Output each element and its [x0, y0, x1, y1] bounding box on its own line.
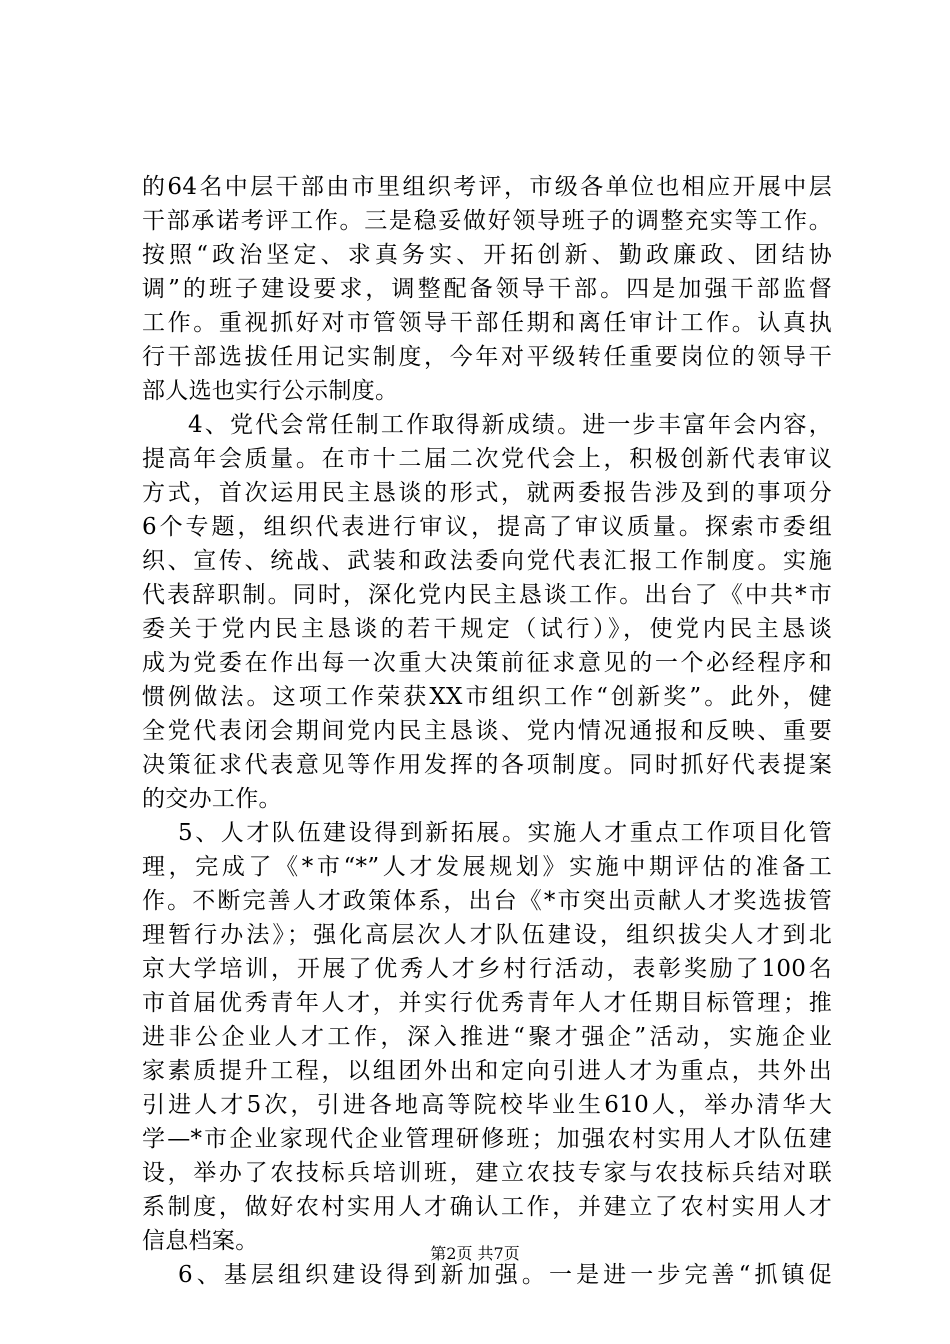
text-line: 部人选也实行公示制度。	[142, 378, 399, 404]
text-line: 京大学培训，开展了优秀人才乡村行活动，表彰奖励了100名	[142, 956, 832, 982]
text-line: 6个专题，组织代表进行审议，提高了审议质量。探索市委组	[142, 514, 832, 540]
text-line: 市首届优秀青年人才，并实行优秀青年人才任期目标管理；推	[142, 990, 832, 1016]
text-line: 理暂行办法》；强化高层次人才队伍建设，组织拔尖人才到北	[142, 922, 832, 948]
text-line: 行干部选拔任用记实制度，今年对平级转任重要岗位的领导干	[142, 344, 832, 370]
page-number-footer: 第2页 共7页	[430, 1244, 520, 1263]
text-line: 的64名中层干部由市里组织考评，市级各单位也相应开展中层	[142, 174, 832, 200]
text-line: 惯例做法。这项工作荣获XX市组织工作“创新奖”。此外，健	[142, 684, 832, 710]
paragraph-start-line: 6、基层组织建设得到新加强。一是进一步完善“抓镇促	[178, 1262, 832, 1288]
text-line: 信息档案。	[142, 1228, 259, 1254]
text-line: 的交办工作。	[142, 786, 282, 812]
text-line: 织、宣传、统战、武装和政法委向党代表汇报工作制度。实施	[142, 548, 832, 574]
text-line: 引进人才5次，引进各地高等院校毕业生610人，举办清华大	[142, 1092, 832, 1118]
text-line: 学—*市企业家现代企业管理研修班；加强农村实用人才队伍建	[142, 1126, 832, 1152]
paragraph-start-line: 4、党代会常任制工作取得新成绩。进一步丰富年会内容，	[188, 412, 832, 438]
text-line: 委关于党内民主恳谈的若干规定（试行）》，使党内民主恳谈	[142, 616, 832, 642]
text-line: 作。不断完善人才政策体系，出台《*市突出贡献人才奖选拔管	[142, 888, 832, 914]
text-line: 干部承诺考评工作。三是稳妥做好领导班子的调整充实等工作。	[142, 208, 832, 234]
text-line: 决策征求代表意见等作用发挥的各项制度。同时抓好代表提案	[142, 752, 832, 778]
text-line: 家素质提升工程，以组团外出和定向引进人才为重点，共外出	[142, 1058, 832, 1084]
text-line: 成为党委在作出每一次重大决策前征求意见的一个必经程序和	[142, 650, 832, 676]
text-line: 设，举办了农技标兵培训班，建立农技专家与农技标兵结对联	[142, 1160, 832, 1186]
text-line: 调”的班子建设要求，调整配备领导干部。四是加强干部监督	[142, 276, 832, 302]
text-line: 进非公企业人才工作，深入推进“聚才强企”活动，实施企业	[142, 1024, 832, 1050]
text-line: 按照“政治坚定、求真务实、开拓创新、勤政廉政、团结协	[142, 242, 832, 268]
text-line: 方式，首次运用民主恳谈的形式，就两委报告涉及到的事项分	[142, 480, 832, 506]
text-line: 全党代表闭会期间党内民主恳谈、党内情况通报和反映、重要	[142, 718, 832, 744]
text-line: 提高年会质量。在市十二届二次党代会上，积极创新代表审议	[142, 446, 832, 472]
document-body	[142, 170, 832, 1292]
text-line: 代表辞职制。同时，深化党内民主恳谈工作。出台了《中共*市	[142, 582, 832, 608]
text-line: 理，完成了《*市“*”人才发展规划》实施中期评估的准备工	[142, 854, 832, 880]
paragraph-start-line: 5、人才队伍建设得到新拓展。实施人才重点工作项目化管	[178, 820, 832, 846]
text-line: 系制度，做好农村实用人才确认工作，并建立了农村实用人才	[142, 1194, 832, 1220]
text-line: 工作。重视抓好对市管领导干部任期和离任审计工作。认真执	[142, 310, 832, 336]
